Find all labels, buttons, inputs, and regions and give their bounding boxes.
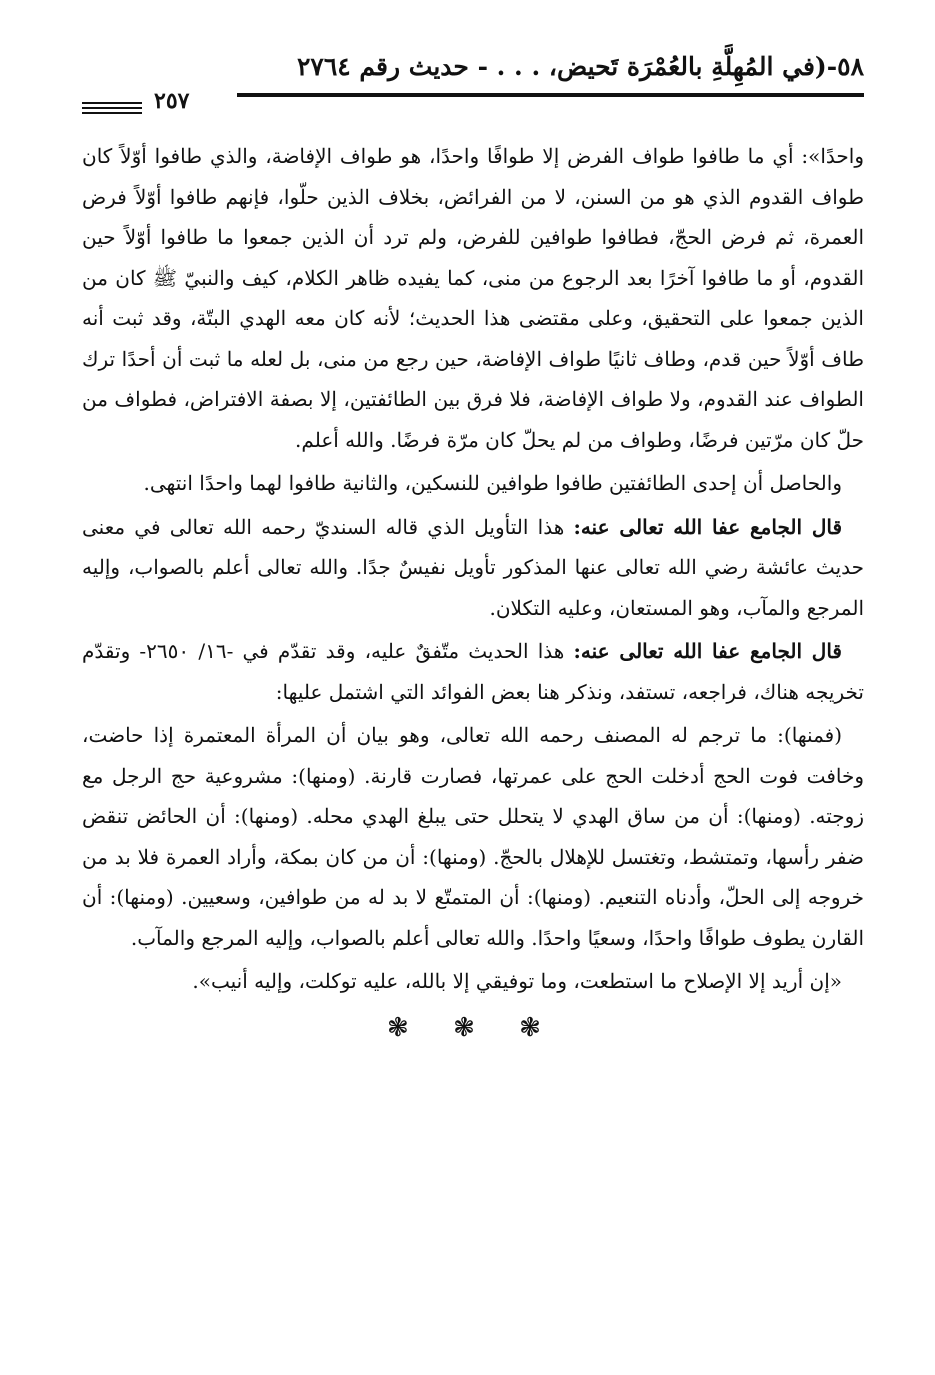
paragraph-text: «إن أريد إلا الإصلاح ما استطعت، وما توفيقي إلا بالله، عليه توكلت، وإليه أنيب».: [192, 969, 842, 993]
paragraph-text: هذا التأويل الذي قاله السنديّ رحمه الله تعالى في معنى حديث عائشة رضي الله تعالى عنها المذكور تأويل نفيسٌ جدًا. والله تعالى أعلم بالصواب، وإليه المرجع والمآب، وهو المستعان، وعليه التكلان.: [82, 514, 864, 620]
paragraph-compiler-note-2: [82, 631, 864, 712]
paragraph-lead: قال الجامع عفا الله تعالى عنه:: [573, 514, 842, 539]
page-number-rules: [82, 102, 142, 117]
running-title: ٥٨-(في المُهِلَّةِ بالعُمْرَة تَحيض، . . . - حديث رقم ٢٧٦٤: [297, 52, 864, 81]
page-body: [82, 136, 864, 1048]
paragraph-text: والحاصل أن إحدى الطائفتين طافوا طوافين للنسكين، والثانية طافوا لهما واحدًا انتهى.: [143, 471, 842, 495]
paragraph-benefits: [82, 715, 864, 958]
paragraph-closing-verse: [82, 961, 864, 1002]
paragraph-text: هذا الحديث متّفقٌ عليه، وقد تقدّم في -١٦/ ٢٦٥٠- وتقدّم تخريجه هناك، فراجعه، تستفد، ونذكر هنا بعض الفوائد التي اشتمل عليها:: [82, 639, 864, 704]
paragraph-text: واحدًا»: أي ما طافوا طواف الفرض إلا طوافًا واحدًا، هو طواف الإفاضة، والذي طافوا أوّلاً كان طواف القدوم الذي هو من السنن، لا من الفرائض، بخلاف الذين حلّوا، فإنهم طافوا أوّلاً فرض العمرة، ثم فرض الحجّ، فطافوا طوافين للفرض، ولم ترد أن الذين جمعوا ما طافوا أوّلاً حين القدوم، أو ما طافوا آخرًا بعد الرجوع من منى، كما يفيده ظاهر الكلام، كيف والنبيّ ﷺ كان من الذين جمعوا على التحقيق، وعلى مقتضى هذا الحديث؛ لأنه كان معه الهدي البتّة، وقد ثبت أنه طاف أوّلاً حين قدم، وطاف ثانيًا طواف الإفاضة، حين رجع من منى، بل لعله ما ثبت أن أحدًا ترك الطواف عند القدوم، ولا طواف الإفاضة، فلا فرق بين الطائفتين، إلا بصفة الافتراض، فطواف من حلّ كان مرّتين فرضًا، وطواف من لم يحلّ كان مرّة فرضًا. والله أعلم.: [82, 144, 865, 452]
paragraph-compiler-note-1: [82, 507, 864, 629]
page-header: [82, 50, 864, 114]
book-page: [82, 50, 865, 1043]
paragraph-text: (فمنها): ما ترجم له المصنف رحمه الله تعالى، وهو بيان أن المرأة المعتمرة إذا حاضت، وخافت فوت الحج أدخلت الحج على عمرتها، فصارت قارنة. (ومنها): مشروعية حج الرجل مع زوجته. (ومنها): أن من ساق الهدي لا يتحلل حتى يبلغ الهدي محله. (ومنها): أن الحائض تنقض ضفر رأسها، وتمتشط، وتغتسل للإهلال بالحجّ. (ومنها): أن من كان بمكة، وأراد العمرة فلا بد من خروجه إلى الحلّ، وأدناه التنعيم. (ومنها): أن المتمتّع لا بد له من طوافين، وسعيين. (ومنها): أن القارن يطوف طوافًا واحدًا، وسعيًا واحدًا. والله تعالى أعلم بالصواب، وإليه المرجع والمآب.: [82, 723, 864, 950]
paragraph-lead: قال الجامع عفا الله تعالى عنه:: [573, 639, 842, 663]
page-number: ٢٥٧: [154, 88, 190, 114]
paragraph-conclusion: [82, 463, 864, 504]
header-rule: [237, 93, 864, 97]
paragraph-explanation: [82, 136, 864, 460]
section-separator: ❃ ❃ ❃: [387, 1012, 559, 1043]
